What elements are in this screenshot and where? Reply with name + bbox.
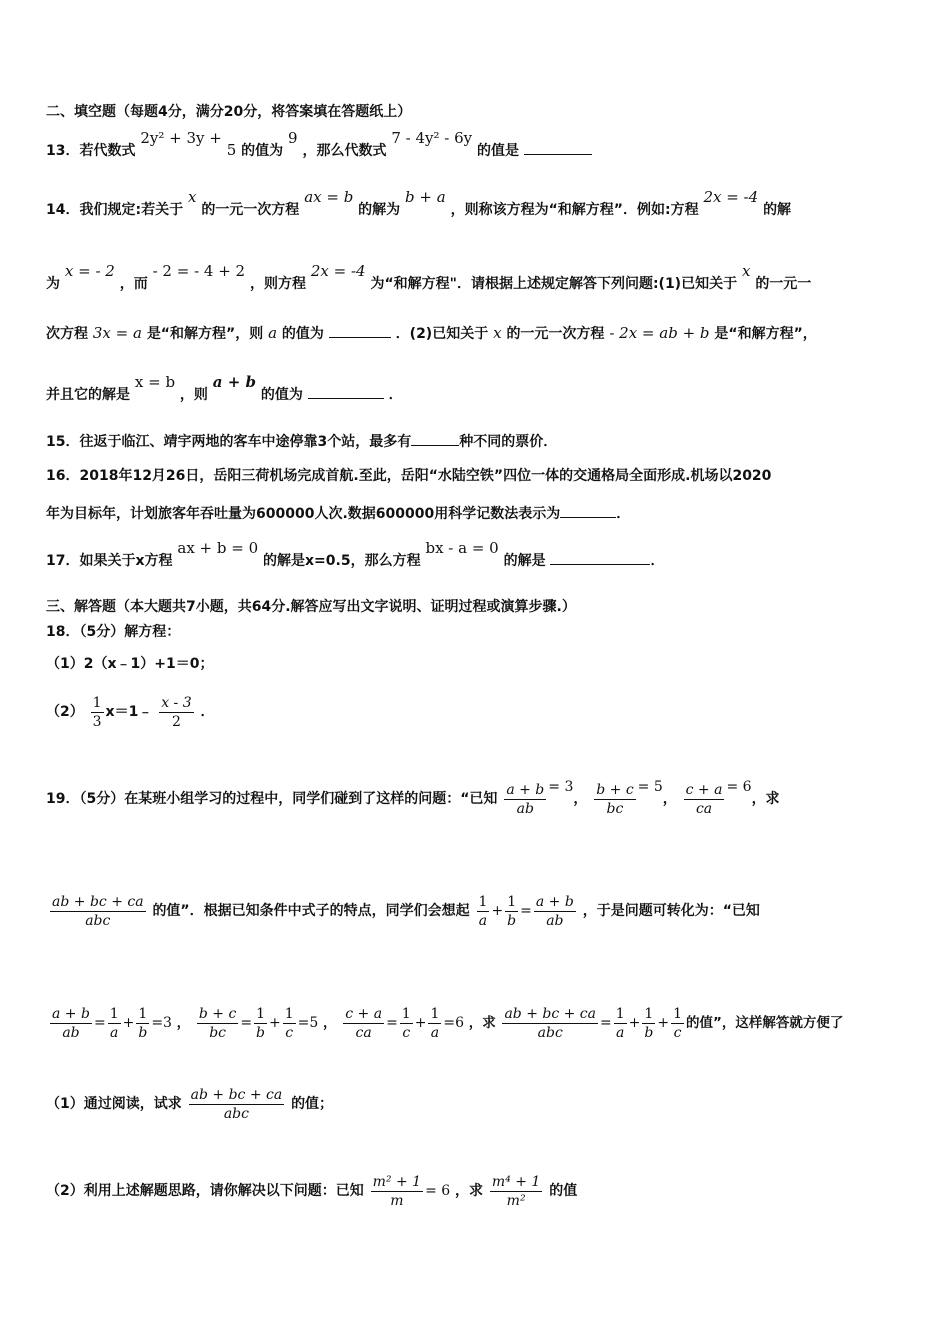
q19-l3-end: 的值”，这样解答就方便了 <box>686 1015 844 1031</box>
q19-l3-1c-num: 1 <box>284 1005 294 1022</box>
q19-frac-big-den: abc <box>50 911 146 930</box>
q19-frac-ab2 <box>534 893 576 930</box>
q19-l3-frac-big-num: ab + bc + ca <box>504 1005 596 1022</box>
q19-frac-ca <box>684 781 725 818</box>
q19-p2-c: 的值 <box>549 1183 578 1199</box>
q19-v1: = 3 <box>548 779 574 795</box>
q19-p2-a: （2）利用上述解题思路，请你解决以下问题：已知 <box>46 1183 364 1199</box>
q15-text-a: 15．往返于临江、靖宇两地的客车中途停靠3个站，最多有 <box>46 434 412 450</box>
q14-var-x3: x <box>493 324 502 342</box>
q19-frac-1a-den: a <box>477 911 490 930</box>
q19-frac-1a <box>477 893 490 930</box>
q19-l3-plus-4: + <box>628 1015 641 1031</box>
q14-l3-c: 的值为 <box>281 326 324 342</box>
q19-p2-m2val: = 6 <box>425 1183 451 1199</box>
q14-l2-d: 为“和解方程"．请根据上述规定解答下列问题:(1)已知关于 <box>370 276 738 292</box>
q14-l2-b: ，而 <box>119 276 148 292</box>
q15-answer-blank[interactable] <box>411 431 459 446</box>
q14-x-eq: x = - 2 <box>64 262 115 280</box>
q19-l3-val5: 5 <box>309 1015 319 1031</box>
question-19-line2 <box>48 890 760 932</box>
q19-frac-1b-den: b <box>507 912 517 929</box>
q13-prefix: 13．若代数式 <box>46 143 136 159</box>
q19-l1-end: ，求 <box>751 791 780 807</box>
q14-eq-axb: ax = b <box>304 188 354 206</box>
q17-b: 的解是x=0.5，那么方程 <box>263 553 421 569</box>
q13-suffix: 的值是 <box>477 143 520 159</box>
q18-frac-x3 <box>159 694 193 731</box>
q16-answer-blank[interactable] <box>560 503 616 518</box>
section2-heading-text: 二、填空题（每题4分，满分20分，将答案填在答题纸上） <box>46 104 412 120</box>
q13-mid2: ，那么代数式 <box>302 143 387 159</box>
q18-p2-label: （2） <box>46 704 84 720</box>
q19-l3-frac-ab <box>50 1005 92 1042</box>
q16-end: ． <box>616 506 631 522</box>
q19-l3-plus-2: + <box>269 1015 281 1031</box>
q13-expr2: 7 - 4y² - 6y <box>391 129 473 147</box>
q19-l3-1b3-num: 1 <box>644 1005 654 1022</box>
q19-l3-frac-bc-num: b + c <box>198 1005 237 1022</box>
q19-l2-a: 的值”．根据已知条件中式子的特点，同学们会想起 <box>152 903 470 919</box>
q16-line2: 年为目标年，计划旅客年吞吐量为600000人次.数据600000用科学记数法表示为 <box>46 506 561 522</box>
q15-text-b: 种不同的票价． <box>459 434 558 450</box>
q17-a: 17．如果关于x方程 <box>46 553 173 569</box>
q19-l3-1a <box>108 1005 121 1042</box>
q19-l3-frac-ca <box>343 1005 384 1042</box>
q14-var-a: a <box>268 324 278 342</box>
question-14-line4 <box>46 373 403 405</box>
q19-l3-eq-7: = <box>600 1015 612 1031</box>
q19-p2-frac-m4-num: m⁴ + 1 <box>491 1173 541 1190</box>
q19-l3-frac-ab-num: a + b <box>52 1005 90 1022</box>
q19-l3-1a-num: 1 <box>109 1005 119 1022</box>
question-16-line2 <box>46 503 630 524</box>
q19-plus-1: + <box>491 903 504 919</box>
q17-c: 的解是 <box>503 553 546 569</box>
q14-check: - 2 = - 4 + 2 <box>152 262 246 280</box>
q19-l3-plus-3: + <box>414 1015 427 1031</box>
question-19-part1 <box>46 1083 333 1125</box>
q14-l1-e: 的解 <box>763 202 792 218</box>
q14-l3-e: 的一元一次方程 <box>506 326 605 342</box>
q14-eq-2x-b: 2x = -4 <box>310 262 366 280</box>
q19-l3-1a2-num: 1 <box>430 1005 440 1022</box>
q14-l4-a: 并且它的解是 <box>46 387 130 403</box>
q19-p1-a: （1）通过阅读，试求 <box>46 1096 182 1112</box>
q19-l3-eq-4: = <box>297 1015 310 1031</box>
q19-p2-frac-m2 <box>371 1173 423 1210</box>
q14-l1-b: 的一元一次方程 <box>201 202 300 218</box>
q14-eq-3x: 3x = a <box>92 324 142 342</box>
q19-frac-ab-num: a + b <box>506 781 545 798</box>
q19-l3-eq-2: = <box>151 1015 164 1031</box>
q19-p1-b: 的值； <box>291 1096 334 1112</box>
q14-l4-end: ． <box>388 387 403 403</box>
q19-l3-1a2 <box>428 1005 441 1042</box>
q14-a-plus-b: a + b <box>212 373 257 391</box>
q19-p1-frac-den: abc <box>189 1104 285 1123</box>
q19-v3: = 6 <box>726 779 752 795</box>
q19-p2-b: ，求 <box>455 1183 484 1199</box>
q14-b-plus-a: b + a <box>405 188 446 206</box>
q14-l4-c: 的值为 <box>260 387 303 403</box>
q19-p1-frac-num: ab + bc + ca <box>190 1086 283 1103</box>
question-19-part2 <box>46 1170 577 1212</box>
q14-l1-a: 14．我们规定:若关于 <box>46 202 184 218</box>
q19-l3-plus-1: + <box>122 1015 135 1031</box>
q17-eq2: bx - a = 0 <box>425 539 499 557</box>
q19-l3-frac-big <box>502 1005 598 1042</box>
q19-frac-ab <box>504 781 546 818</box>
q19-l3-1b3-den: b <box>644 1024 654 1041</box>
q14-l4-b: ，则 <box>179 387 208 403</box>
question-18-title <box>46 622 180 642</box>
q19-l3-1a-den: a <box>108 1023 121 1042</box>
q19-l3-1b2-num: 1 <box>256 1005 265 1022</box>
q14-l2-e: 的一元一 <box>755 276 812 292</box>
q14-l2-c: ，则方程 <box>249 276 306 292</box>
q19-p2-frac-m2-num: m² + 1 <box>372 1173 422 1190</box>
q19-comma-2: ， <box>662 791 677 807</box>
q19-l3-1a2-den: a <box>428 1023 441 1042</box>
section3-heading <box>46 597 576 617</box>
q19-frac-ab-den: ab <box>504 799 546 818</box>
q13-mid: 的值为 <box>241 143 284 159</box>
q14-l3-b: 是“和解方程”，则 <box>146 326 264 342</box>
q19-l3-1b3 <box>642 1005 655 1042</box>
q19-frac-big-num: ab + bc + ca <box>52 893 144 910</box>
q19-l3-1b-num: 1 <box>138 1005 148 1022</box>
question-14-line2 <box>46 262 812 294</box>
question-15 <box>46 431 557 452</box>
q19-l3-frac-ca-den: ca <box>343 1023 384 1042</box>
q19-l3-1c <box>283 1005 296 1042</box>
q14-var-x2: x <box>741 262 751 280</box>
question-17 <box>46 539 665 571</box>
q19-l3-val6: 6 <box>455 1015 465 1031</box>
section2-heading <box>46 102 411 122</box>
q18-frac-third-den: 3 <box>92 713 102 730</box>
q19-l3-frac-ab-den: ab <box>50 1023 92 1042</box>
q19-v2: = 5 <box>637 779 663 795</box>
question-16-line1 <box>46 466 771 486</box>
q17-end: ． <box>650 553 665 569</box>
q14-l3-d: ．(2)已知关于 <box>395 326 489 342</box>
q13-five: 5 <box>226 141 237 159</box>
q19-frac-ca-num: c + a <box>685 781 723 798</box>
q18-frac-x3-num: x - 3 <box>161 694 192 711</box>
q19-l3-val3: 3 <box>163 1015 172 1031</box>
q13-expr1: 2y² + 3y + <box>140 129 222 147</box>
q13-nine: 9 <box>288 129 298 147</box>
q19-frac-bc <box>594 781 635 818</box>
q14-l3-a: 次方程 <box>46 326 88 342</box>
q19-frac-ca-den: ca <box>684 799 725 818</box>
q19-l3-frac-ca-num: c + a <box>345 1005 383 1022</box>
q19-l3-eq-6: = <box>443 1015 456 1031</box>
q17-answer-blank[interactable] <box>550 550 650 565</box>
q19-l3-frac-bc-den: bc <box>197 1023 238 1042</box>
q19-l3-1a3-num: 1 <box>615 1005 625 1022</box>
question-18-part2 <box>46 692 215 732</box>
q14-x-eq-b: x = b <box>134 373 176 391</box>
q19-l3-1a3-den: a <box>614 1023 627 1042</box>
q14-eq-2x: 2x = -4 <box>703 188 759 206</box>
q18-frac-third-num: 1 <box>92 694 102 711</box>
q19-frac-bc-den: bc <box>594 799 635 818</box>
q19-l3-1c3 <box>671 1005 684 1042</box>
q16-line1: 16．2018年12月26日，岳阳三荷机场完成首航.至此，岳阳“水陆空铁”四位一体的交通格局全面形成.机场以2020 <box>46 468 772 484</box>
q18-frac-x3-den: 2 <box>159 712 193 731</box>
q19-l3-comma-1: ， <box>176 1015 191 1031</box>
q19-l3-frac-bc <box>197 1005 238 1042</box>
question-19-line3 <box>48 1002 843 1044</box>
question-14-line1 <box>46 188 792 220</box>
q19-l3-1b-den: b <box>138 1024 148 1041</box>
q14-var-x: x <box>187 188 197 206</box>
question-18-part1 <box>46 654 213 674</box>
q19-l3-1c2 <box>400 1005 413 1042</box>
q19-p2-frac-m2-den: m <box>371 1191 423 1210</box>
q19-l3-frac-big-den: abc <box>502 1023 598 1042</box>
q19-frac-1a-num: 1 <box>478 893 488 910</box>
q19-frac-ab2-num: a + b <box>535 893 574 910</box>
q19-l3-1b2-den: b <box>256 1024 266 1041</box>
q19-l3-1c3-num: 1 <box>673 1005 683 1022</box>
q18-p1: （1）2（x﹣1）+1＝0； <box>46 656 214 672</box>
q13-answer-blank[interactable] <box>524 140 592 155</box>
q19-l1-a: 19．（5分）在某班小组学习的过程中，同学们碰到了这样的问题：“已知 <box>46 791 498 807</box>
q19-l3-eq-3: = <box>240 1015 253 1031</box>
q19-l3-eq-5: = <box>386 1015 398 1031</box>
question-19-line1 <box>46 778 780 820</box>
q18-frac-third <box>91 694 104 731</box>
q19-l3-1c2-den: c <box>400 1023 413 1042</box>
q14-l3-f: 是“和解方程”， <box>714 326 817 342</box>
q19-l3-plus-5: + <box>657 1015 670 1031</box>
q14-answer-blank-2[interactable] <box>308 384 384 399</box>
q19-l3-1a3 <box>614 1005 627 1042</box>
q18-p2-mid: x＝1﹣ <box>105 704 153 720</box>
q19-l3-1b <box>136 1005 149 1042</box>
q18-p2-end: ． <box>200 704 215 720</box>
q19-frac-big <box>50 893 146 930</box>
q19-comma-1: ， <box>573 791 588 807</box>
q19-frac-ab2-den: ab <box>534 911 576 930</box>
q19-p2-frac-m4-den: m² <box>490 1191 542 1210</box>
q19-l3-1b2 <box>254 1005 267 1042</box>
q19-frac-bc-num: b + c <box>596 781 634 798</box>
q19-l3-eq-1: = <box>93 1015 106 1031</box>
q19-eq-1: = <box>520 903 532 919</box>
q14-l1-c: 的解为 <box>358 202 401 218</box>
q17-eq1: ax + b = 0 <box>177 539 259 557</box>
q14-l1-d: ，则称该方程为“和解方程”．例如:方程 <box>450 202 699 218</box>
q18-title: 18．（5分）解方程： <box>46 624 181 640</box>
q19-p2-frac-m4 <box>490 1173 542 1210</box>
q14-eq-m2x: - 2x = ab + b <box>609 324 710 342</box>
section3-heading-text: 三、解答题（本大题共7小题，共64分.解答应写出文字说明、证明过程或演算步骤.） <box>46 599 576 615</box>
q19-l2-b: ，于是问题可转化为：“已知 <box>582 903 760 919</box>
q19-l3-qiu: ，求 <box>468 1015 496 1031</box>
question-14-line3 <box>46 323 817 344</box>
q19-l3-comma-2: ， <box>323 1015 337 1031</box>
question-13 <box>46 129 592 161</box>
q19-l3-1c3-den: c <box>671 1023 684 1042</box>
q14-l2-a: 为 <box>46 276 60 292</box>
q19-p1-frac <box>189 1086 285 1123</box>
q14-answer-blank-1[interactable] <box>329 323 391 338</box>
q19-frac-1b <box>505 893 518 930</box>
q19-l3-1c-den: c <box>283 1023 296 1042</box>
q19-l3-1c2-num: 1 <box>401 1005 411 1022</box>
q19-frac-1b-num: 1 <box>507 893 517 910</box>
